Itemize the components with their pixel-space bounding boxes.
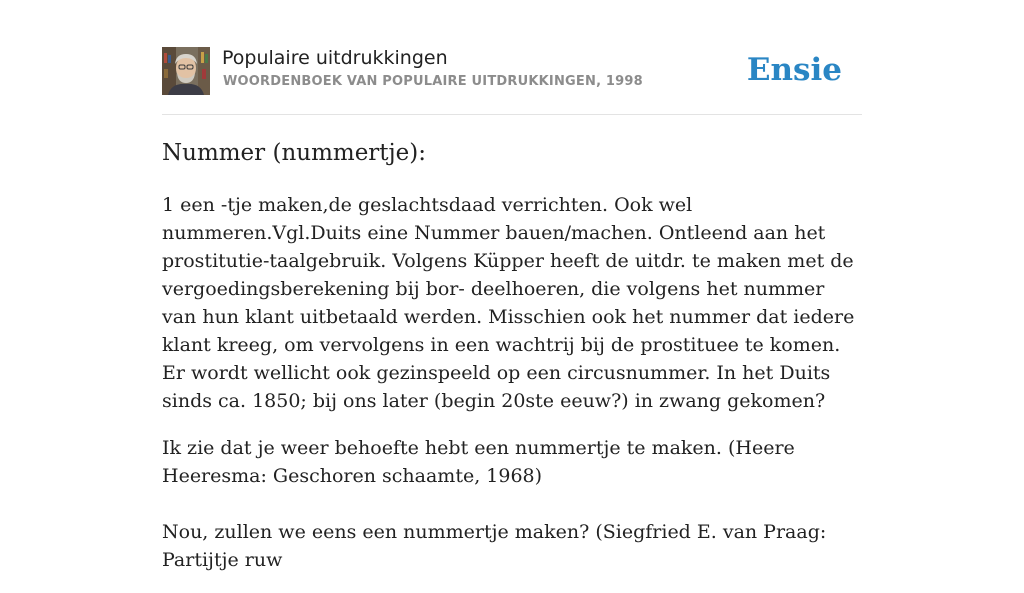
source-title[interactable]: Populaire uitdrukkingen (222, 47, 448, 69)
avatar-image (162, 47, 210, 95)
ensie-logo-link[interactable]: Ensie (746, 52, 842, 88)
entry-content (162, 136, 862, 593)
entry-quote: Ik zie dat je weer behoefte hebt een nummertje te maken. (Heere Heeresma: Geschoren schaamte, 1968) (162, 437, 795, 487)
entry-term: Nummer (nummertje): (162, 140, 427, 166)
source-header (162, 46, 862, 115)
source-subtitle: WOORDENBOEK VAN POPULAIRE UITDRUKKINGEN, 1998 (223, 74, 643, 89)
entry-quote: Nou, zullen we eens een nummertje maken? (Siegfried E. van Praag: Partijtje ruw (162, 521, 827, 571)
author-portrait-icon[interactable] (162, 47, 210, 95)
entry-definition: 1 een -tje maken,de geslachtsdaad verrichten. Ook wel nummeren.Vgl.Duits eine Nummer bauen/machen. Ontleend aan het prostitutie-taalgebruik. Volgens Küpper heeft de uitdr. te maken met de vergoedingsberekening bij bor- deelhoeren, die volgens het nummer van hun klant uitbetaald werden. Misschien ook het nummer dat iedere klant kreeg, om vervolgens in een wachtrij bij de prostituee te komen. Er wordt wellicht ook gezinspeeld op een circusnummer. In het Duits sinds ca. 1850; bij ons later (begin 20ste eeuw?) in zwang gekomen? (162, 194, 855, 412)
